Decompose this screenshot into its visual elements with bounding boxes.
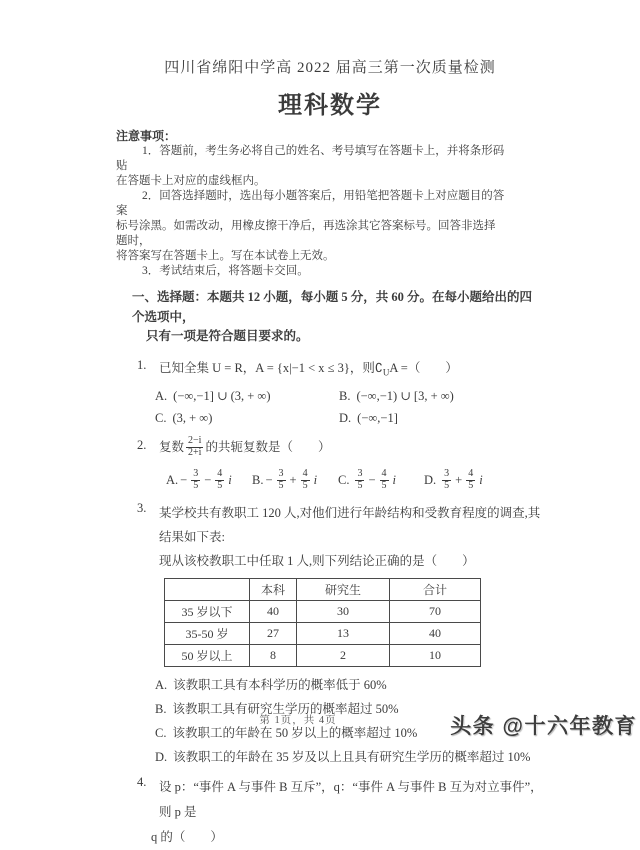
fraction-denominator: 5 [381, 479, 387, 491]
table-cell: 8 [250, 645, 297, 667]
fraction [380, 469, 389, 491]
question-number: 2. [137, 438, 147, 452]
fraction [466, 469, 475, 491]
option-label: A. [155, 678, 168, 692]
fraction [191, 469, 200, 491]
notice-line: 1．答题前，考生务必将自己的姓名、考号填写在答题卡上，并将条形码 [142, 145, 505, 157]
section-heading-line2: 只有一项是符合题目要求的。 [146, 329, 309, 343]
table-cell: 70 [390, 601, 481, 623]
notice-line: 案 [116, 205, 128, 217]
question-number: 4. [137, 775, 147, 789]
question-stem [159, 434, 544, 460]
fraction-numerator: 3 [193, 468, 199, 479]
question-1 [137, 358, 544, 432]
table-row [165, 601, 481, 623]
staff-statistics-table [164, 578, 481, 667]
notice-line: 2．回答选择题时，选出每小题答案后，用铅笔把答题卡上对应题目的答 [142, 190, 505, 202]
question-stem-line2: q 的（ ） [151, 830, 223, 844]
table-cell: 40 [250, 601, 297, 623]
sign: − [265, 472, 273, 487]
fraction-numerator: 2−i [188, 435, 202, 446]
option-label: B. [252, 472, 264, 487]
fraction-denominator: 5 [193, 479, 199, 491]
watermark: 头条 @十六年教育 [450, 715, 637, 738]
fraction-denominator: 2+i [188, 446, 202, 458]
fraction [277, 469, 286, 491]
fraction-denominator: 5 [468, 479, 474, 491]
notice-line: 将答案写在答题卡上。写在本试卷上无效。 [116, 250, 335, 262]
option-label: B. [339, 389, 351, 403]
fraction [186, 436, 203, 458]
subject-title: 理科数学 [278, 93, 382, 119]
table-header-cell [165, 579, 250, 601]
option-label: C. [155, 411, 167, 425]
stem-text: 已知全集 U = R，A = {x|−1 < x ≤ 3}，则∁ [159, 360, 383, 375]
fraction-numerator: 4 [302, 468, 308, 479]
question-stem-line1: 某学校共有教职工 120 人,对他们进行年龄结构和受教育程度的调查,其结果如下表: [159, 506, 541, 544]
table-cell: 50 岁以上 [165, 645, 250, 667]
option-b [252, 469, 338, 491]
option-label: D. [424, 472, 437, 487]
fraction-numerator: 4 [468, 468, 474, 479]
fraction [442, 469, 451, 491]
fraction-numerator: 3 [357, 468, 363, 479]
option-label: D. [155, 750, 168, 764]
table-cell: 30 [297, 601, 390, 623]
question-options [166, 465, 544, 495]
table-cell: 2 [297, 645, 390, 667]
fraction [301, 469, 310, 491]
fraction-numerator: 3 [444, 468, 450, 479]
notice-line: 在答题卡上对应的虚线框内。 [116, 175, 266, 187]
table-cell: 27 [250, 623, 297, 645]
fraction-numerator: 4 [381, 468, 387, 479]
option-a [166, 469, 252, 491]
option-label: A. [166, 472, 179, 487]
option-text: 该教职工具有本科学历的概率低于 60% [173, 678, 387, 692]
option-d [339, 408, 544, 429]
question-number: 3. [137, 501, 147, 515]
table-cell: 35 岁以下 [165, 601, 250, 623]
question-options [155, 386, 544, 429]
notice-line: 贴 [116, 160, 128, 172]
option-a [155, 386, 339, 407]
table-header-cell: 本科 [250, 579, 297, 601]
table-cell: 13 [297, 623, 390, 645]
fraction [355, 469, 364, 491]
section-heading-line1: 一、选择题：本题共 12 小题，每小题 5 分，共 60 分。在每小题给出的四个选项中， [132, 290, 533, 324]
option-d [155, 746, 544, 770]
imaginary-unit: i [228, 472, 232, 487]
notice-line: 3．考试结束后，将答题卡交回。 [142, 265, 309, 277]
option-a [155, 674, 544, 698]
imaginary-unit: i [479, 472, 483, 487]
complement-subscript: U [382, 367, 390, 377]
table-header-cell: 合计 [390, 579, 481, 601]
fraction-numerator: 3 [278, 468, 284, 479]
fraction-denominator: 5 [217, 479, 223, 491]
option-label: A. [155, 389, 168, 403]
operator: + [455, 472, 463, 487]
sign: − [180, 472, 188, 487]
notice-block [116, 129, 544, 279]
notice-heading: 注意事项： [116, 129, 177, 143]
option-label: D. [339, 411, 352, 425]
page-number: 第 1页，共 4页 [259, 715, 337, 726]
option-text: (−∞,−1] ∪ (3, + ∞) [173, 389, 271, 403]
operator: + [289, 472, 297, 487]
stem-text: 复数 [159, 440, 185, 454]
fraction-denominator: 5 [357, 479, 363, 491]
table-cell: 35-50 岁 [165, 623, 250, 645]
imaginary-unit: i [313, 472, 318, 487]
table-cell: 10 [390, 645, 481, 667]
imaginary-unit: i [392, 472, 397, 487]
stem-text: 的共轭复数是（ ） [205, 440, 331, 454]
option-b [339, 386, 544, 407]
table-cell: 40 [390, 623, 481, 645]
fraction [215, 469, 224, 491]
table-header-cell: 研究生 [297, 579, 390, 601]
option-text: (−∞,−1] [357, 411, 398, 425]
fraction-denominator: 5 [444, 479, 450, 491]
exam-title: 四川省绵阳中学高 2022 届高三第一次质量检测 [164, 60, 496, 76]
operator: − [368, 472, 376, 487]
fraction-denominator: 5 [302, 479, 308, 491]
option-text: (−∞,−1) ∪ [3, + ∞) [356, 389, 454, 403]
table-header-row [165, 579, 481, 601]
option-text: 该教职工的年龄在 50 岁以上的概率超过 10% [172, 726, 418, 740]
question-4 [137, 775, 544, 850]
fraction-denominator: 5 [278, 479, 284, 491]
option-d [424, 469, 510, 491]
stem-text: A =（ ） [389, 360, 458, 375]
operator: − [204, 472, 212, 487]
question-stem-line1: 设 p：“事件 A 与事件 B 互斥”，q：“事件 A 与事件 B 互为对立事件”，则 p 是 [159, 780, 543, 819]
option-c [338, 469, 424, 491]
table-row [165, 645, 481, 667]
fraction-numerator: 4 [217, 468, 223, 479]
notice-line: 标号涂黑。如需改动，用橡皮擦干净后，再选涂其它答案标号。回答非选择 [116, 220, 496, 232]
question-2 [137, 434, 544, 497]
option-label: C. [338, 472, 350, 487]
table-row [165, 623, 481, 645]
option-text: (3, + ∞) [172, 411, 213, 425]
question-stem [159, 358, 544, 383]
question-stem-line2: 现从该校教职工中任取 1 人,则下列结论正确的是（ ） [159, 554, 475, 568]
section-heading [132, 288, 544, 347]
option-label: B. [155, 702, 167, 716]
option-c [155, 408, 339, 429]
option-text: 该教职工具有研究生学历的概率超过 50% [172, 702, 399, 716]
option-label: C. [155, 726, 167, 740]
question-number: 1. [137, 357, 147, 372]
option-text: 该教职工的年龄在 35 岁及以上且具有研究生学历的概率超过 10% [173, 750, 531, 764]
notice-line: 题时， [116, 235, 151, 247]
